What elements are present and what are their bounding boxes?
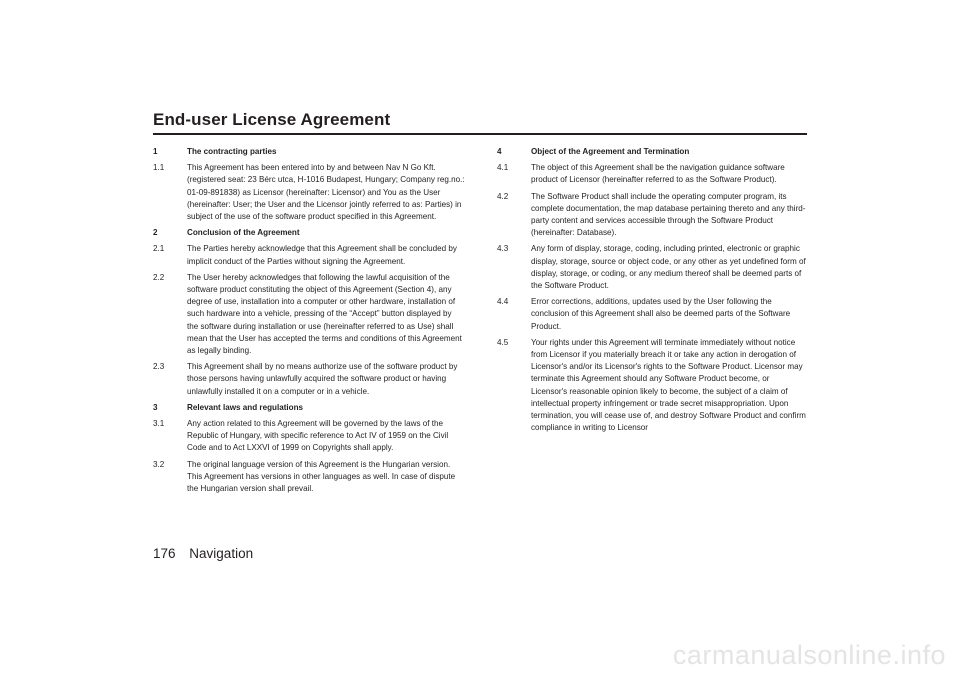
clause-4-2: [497, 191, 807, 240]
clause-2-3: [153, 361, 465, 398]
clause-4-1: [497, 162, 807, 186]
clause-text: This Agreement shall by no means authorize use of the software product by those persons having unlawfully acquired the software product or having unlawfully installed it on a computer or in a vehicle.: [187, 362, 458, 396]
section-title: Conclusion of the Agreement: [187, 228, 300, 238]
clause-2-2: [153, 272, 465, 357]
section-number: 4: [497, 147, 502, 156]
page-number: 176: [153, 546, 176, 561]
section-number: 1: [153, 147, 158, 156]
section-number: 2: [153, 228, 158, 238]
clause-number: 2.3: [153, 362, 165, 372]
clause-2-1: [153, 243, 465, 267]
clause-4-3: [497, 243, 807, 292]
clause-text: This Agreement has been entered into by and between Nav N Go Kft. (registered seat: 23 Bérc utca, H-1016 Budapest, Hungary; Company reg.no.: 01-09-891838) as Licensor (hereinafter: Licensor) and You as the User (hereinafter: User; the User and the Licensor jointly referred to as: Parties) in subject of the use of the software product specified in this Agreement.: [187, 163, 465, 222]
section-title: The contracting parties: [187, 147, 277, 156]
clause-number: 3.1: [153, 419, 165, 429]
clause-4-5: [497, 337, 807, 435]
clause-number: 4.5: [497, 337, 509, 347]
clause-text: Any action related to this Agreement will be governed by the laws of the Republic of Hungary, with specific reference to Act IV of 1959 on the Civil Code and to Act LXXVI of 1999 on Copyrights shall apply.: [187, 419, 449, 453]
clause-number: 4.4: [497, 297, 509, 307]
watermark: carmanualsonline.info: [672, 640, 946, 670]
clause-number: 3.2: [153, 459, 165, 469]
clause-number: 1.1: [153, 163, 165, 173]
clause-3-1: [153, 418, 465, 455]
clause-number: 2.2: [153, 272, 165, 282]
section-heading-4: [497, 146, 807, 158]
clause-number: 4.3: [497, 244, 509, 254]
right-column: [497, 146, 807, 438]
title-divider: [153, 133, 807, 135]
clause-text: Any form of display, storage, coding, including printed, electronic or graphic display, storage, source or object code, or any other as yet undefined form of display, storage, or coding, or any medium thereof shall be deemed parts of the Software Product.: [531, 244, 806, 291]
clause-text: The Parties hereby acknowledge that this Agreement shall be concluded by implicit conduct of the Parties without signing the Agreement.: [187, 244, 457, 266]
page-title: End-user License Agreement: [153, 110, 391, 129]
clause-number: 4.2: [497, 191, 509, 201]
section-heading-2: [153, 227, 465, 239]
section-title: Object of the Agreement and Termination: [531, 147, 690, 156]
clause-1-1: [153, 162, 465, 223]
clause-text: Error corrections, additions, updates used by the User following the conclusion of this Agreement shall also be deemed parts of the Software Product.: [531, 297, 791, 331]
clause-number: 2.1: [153, 244, 165, 254]
clause-4-4: [497, 296, 807, 333]
clause-text: Your rights under this Agreement will terminate immediately without notice from Licensor if you materially breach it or take any action in derogation of Licensor's and/or its Licensor's rights to the Software Product. Licensor may terminate this Agreement should any Software Product become, or Licensor's reasonable opinion likely to become, the subject of a claim of intellectual property infringement or trade secret misappropriation. Upon termination, you will cease use of, and destroy Software Product and confirm compliance in writing to Licensor: [531, 337, 806, 433]
section-heading-1: [153, 146, 465, 158]
clause-text: The Software Product shall include the operating computer program, its complete documentation, the map database pertaining thereto and any third-party content and services accessible through the Software Product (hereinafter: Database).: [531, 191, 806, 238]
page-footer: [153, 546, 253, 561]
section-title: Relevant laws and regulations: [187, 402, 304, 412]
clause-3-2: [153, 459, 465, 496]
clause-text: The object of this Agreement shall be the navigation guidance software product of Licensor (hereinafter referred to as the Software Product).: [531, 163, 785, 185]
left-column: [153, 146, 465, 499]
clause-number: 4.1: [497, 163, 509, 173]
section-heading-3: [153, 402, 465, 414]
section-number: 3: [153, 402, 158, 412]
footer-section-label: Navigation: [189, 546, 254, 561]
clause-text: The original language version of this Agreement is the Hungarian version. This Agreement has versions in other languages as well. In case of dispute the Hungarian version shall prevail.: [187, 459, 456, 494]
clause-text: The User hereby acknowledges that following the lawful acquisition of the software product constituting the object of this Agreement (Section 4), any degree of use, installation into a computer or other hardware, installation of such hardware into a vehicle, pressing of the “Accept” button displayed by the software during installation or use (hereinafter referred to as Use) shall mean that the User has accepted the terms and conditions of this Agreement as legally binding.: [187, 272, 462, 356]
